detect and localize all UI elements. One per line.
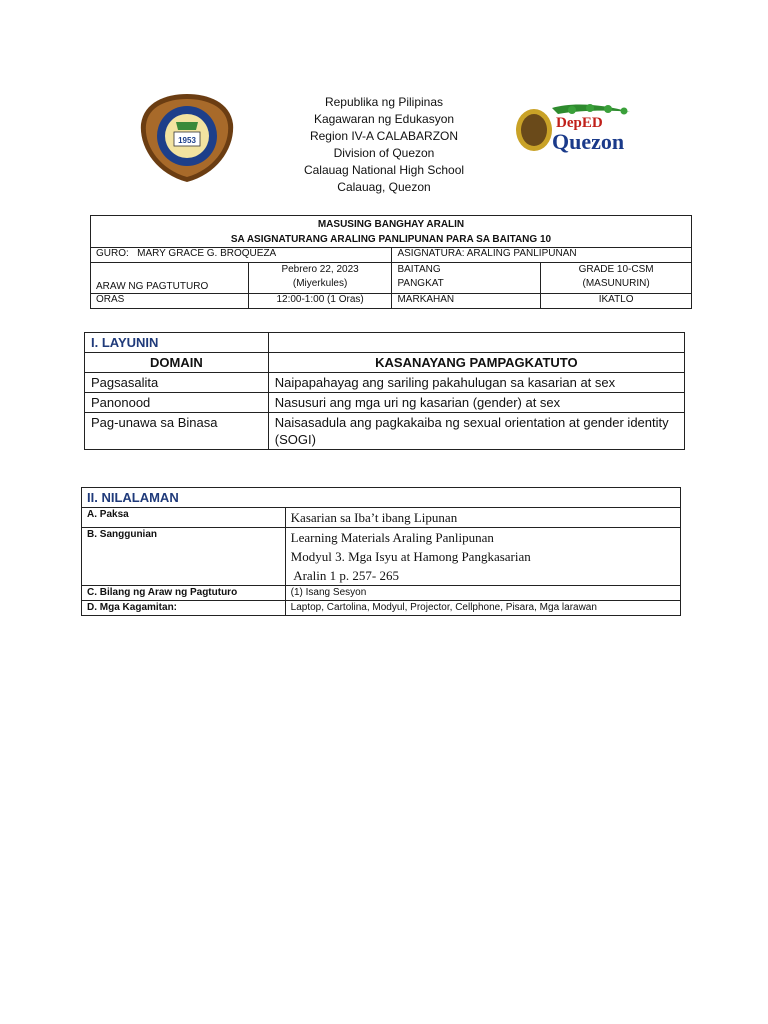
table-row	[82, 601, 681, 616]
info-title-2: SA ASIGNATURANG ARALING PANLIPUNAN PARA SA BAITANG 10	[230, 234, 552, 245]
table-row	[85, 373, 685, 393]
pangkat-label: PANGKAT	[397, 278, 444, 289]
sanggunian-label: B. Sanggunian	[87, 529, 157, 540]
grade-value: GRADE 10-CSM	[578, 264, 654, 275]
skill-cell: Naisasadula ang pagkakaiba ng sexual orientation at gender identity (SOGI)	[274, 415, 669, 447]
info-title-1: MASUSING BANGHAY ARALIN	[317, 219, 465, 230]
kagamitan-label: D. Mga Kagamitan:	[87, 602, 178, 613]
bilang-label: C. Bilang ng Araw ng Pagtuturo	[87, 587, 238, 598]
header-line-1: Republika ng Pilipinas	[324, 95, 444, 109]
domain-cell: Panonood	[91, 395, 151, 410]
table-row	[82, 586, 681, 601]
nilalaman-title: II. NILALAMAN	[87, 490, 179, 505]
table-row	[82, 508, 681, 528]
markahan-label: MARKAHAN	[397, 294, 455, 305]
table-row	[85, 413, 685, 450]
paksa-label: A. Paksa	[87, 509, 129, 520]
domain-cell: Pag-unawa sa Binasa	[91, 415, 218, 430]
kasanayan-header: KASANAYANG PAMPAGKATUTO	[375, 355, 578, 370]
guro-value: MARY GRACE G. BROQUEZA	[137, 248, 277, 259]
sanggunian-line-3: Aralin 1 p. 257- 265	[290, 568, 399, 583]
baitang-label: BAITANG	[397, 264, 441, 275]
table-row	[82, 528, 681, 586]
kagamitan-value: Laptop, Cartolina, Modyul, Projector, Cellphone, Pisara, Mga larawan	[290, 602, 597, 613]
sanggunian-line-2: Modyul 3. Mga Isyu at Hamong Pangkasarian	[290, 549, 531, 564]
skill-cell: Nasusuri ang mga uri ng kasarian (gender) at sex	[274, 395, 561, 410]
guro-label: GURO:	[96, 248, 129, 259]
bilang-value: (1) Isang Sesyon	[290, 587, 367, 598]
date-line-2: (Miyerkules)	[292, 278, 348, 289]
layunin-title: I. LAYUNIN	[91, 335, 159, 350]
date-line-1: Pebrero 22, 2023	[281, 264, 359, 275]
markahan-value: IKATLO	[598, 294, 634, 305]
nilalaman-table	[81, 487, 681, 616]
header-line-4: Division of Quezon	[333, 146, 435, 160]
sanggunian-line-1: Learning Materials Araling Panlipunan	[290, 530, 494, 545]
table-row	[85, 393, 685, 413]
school-seal-logo	[138, 92, 236, 184]
svg-text:Quezon: Quezon	[552, 129, 625, 154]
araw-label: ARAW NG PAGTUTURO	[96, 281, 209, 292]
svg-text:1953: 1953	[178, 136, 196, 145]
deped-quezon-logo	[512, 100, 648, 158]
oras-label: ORAS	[96, 294, 125, 305]
asignatura-value: ASIGNATURA: ARALING PANLIPUNAN	[397, 248, 577, 259]
oras-value: 12:00-1:00 (1 Oras)	[276, 294, 364, 305]
header-line-3: Region IV-A CALABARZON	[309, 129, 459, 143]
lesson-info-table	[90, 215, 692, 309]
section-value: (MASUNURIN)	[582, 278, 650, 289]
header-line-5: Calauag National High School	[303, 163, 465, 177]
header-line-6: Calauag, Quezon	[337, 180, 431, 194]
paksa-value: Kasarian sa Iba’t ibang Lipunan	[290, 510, 458, 525]
domain-cell: Pagsasalita	[91, 375, 159, 390]
layunin-table	[84, 332, 685, 450]
svg-text:DepED: DepED	[556, 115, 603, 131]
domain-header: DOMAIN	[150, 355, 203, 370]
skill-cell: Naipapahayag ang sariling pakahulugan sa kasarian at sex	[274, 375, 616, 390]
header-line-2: Kagawaran ng Edukasyon	[313, 112, 455, 126]
